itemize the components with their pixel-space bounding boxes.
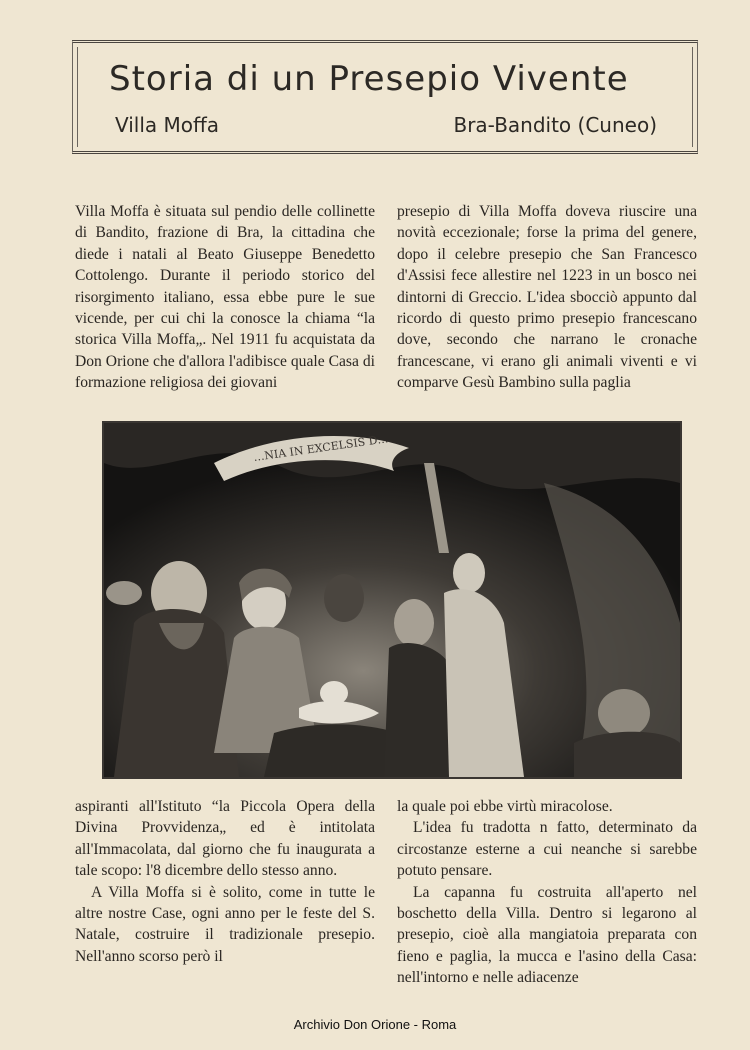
column-bottom-left [75,796,375,967]
paragraph: Villa Moffa è situata sul pendio delle collinette di Bandito, frazione di Bra, la cittadina che diede i natali al Beato Giuseppe Benedetto Cottolengo. Durante il periodo storico del risorgimento italiano, essa ebbe pure le sue vicende, per cui chi la conosce la chiama “la storica Villa Moffa„. Nel 1911 fu acquistata da Don Orione che d'allora l'adibisce quale Casa di formazione religiosa dei giovani [75,203,375,392]
paragraph: La capanna fu costruita all'aperto nel boschetto della Villa. Dentro si legarono al presepio, cioè alla mangiatoia preparata con fieno e paglia, la mucca e l'asino della Casa: nell'intorno e nelle adiacenze [397,883,697,987]
paragraph: la quale poi ebbe virtù miracolose. [397,798,613,815]
archive-footer: Archivio Don Orione - Roma [293,1017,457,1032]
column-bottom-right [397,796,697,989]
paragraph: A Villa Moffa si è solito, come in tutte le altre nostre Case, ogni anno per le feste del S. Natale, costruire il tradizionale presepio. Nell'anno scorso però il [75,883,375,965]
location-right: Bra-Bandito (Cuneo) [453,113,657,137]
title-box [72,40,698,154]
paragraph: L'idea fu tradotta n fatto, determinato da circostanze esterne a cui neanche si sarebbe potuto pensare. [397,819,697,880]
paragraph: presepio di Villa Moffa doveva riuscire una novità eccezionale; forse la prima del genere, dopo il celebre presepio che San Francesco d'Assisi fece allestire nel 1223 in un bosco nei dintorni di Greccio. L'idea sbocciò appunto dal ricordo di questo primo presepio francescano dove, secondo che narrano le cronache francescane, vi erano gli animali viventi e vi comparve Gesù Bambino sulla paglia [397,203,697,392]
column-top-left [75,201,375,394]
page-title: Storia di un Presepio Vivente [109,59,629,99]
banner-text: …NIA IN EXCELSIS D… [252,432,390,464]
nativity-photo [102,421,682,779]
paragraph: aspiranti all'Istituto “la Piccola Opera della Divina Provvidenza„ ed è intitolata all'Immacolata, dal giorno che fu inaugurata a tale scopo: l'8 dicembre dello stesso anno. [75,798,375,880]
nativity-illustration [104,423,680,777]
column-top-right [397,201,697,394]
location-left: Villa Moffa [115,113,220,137]
